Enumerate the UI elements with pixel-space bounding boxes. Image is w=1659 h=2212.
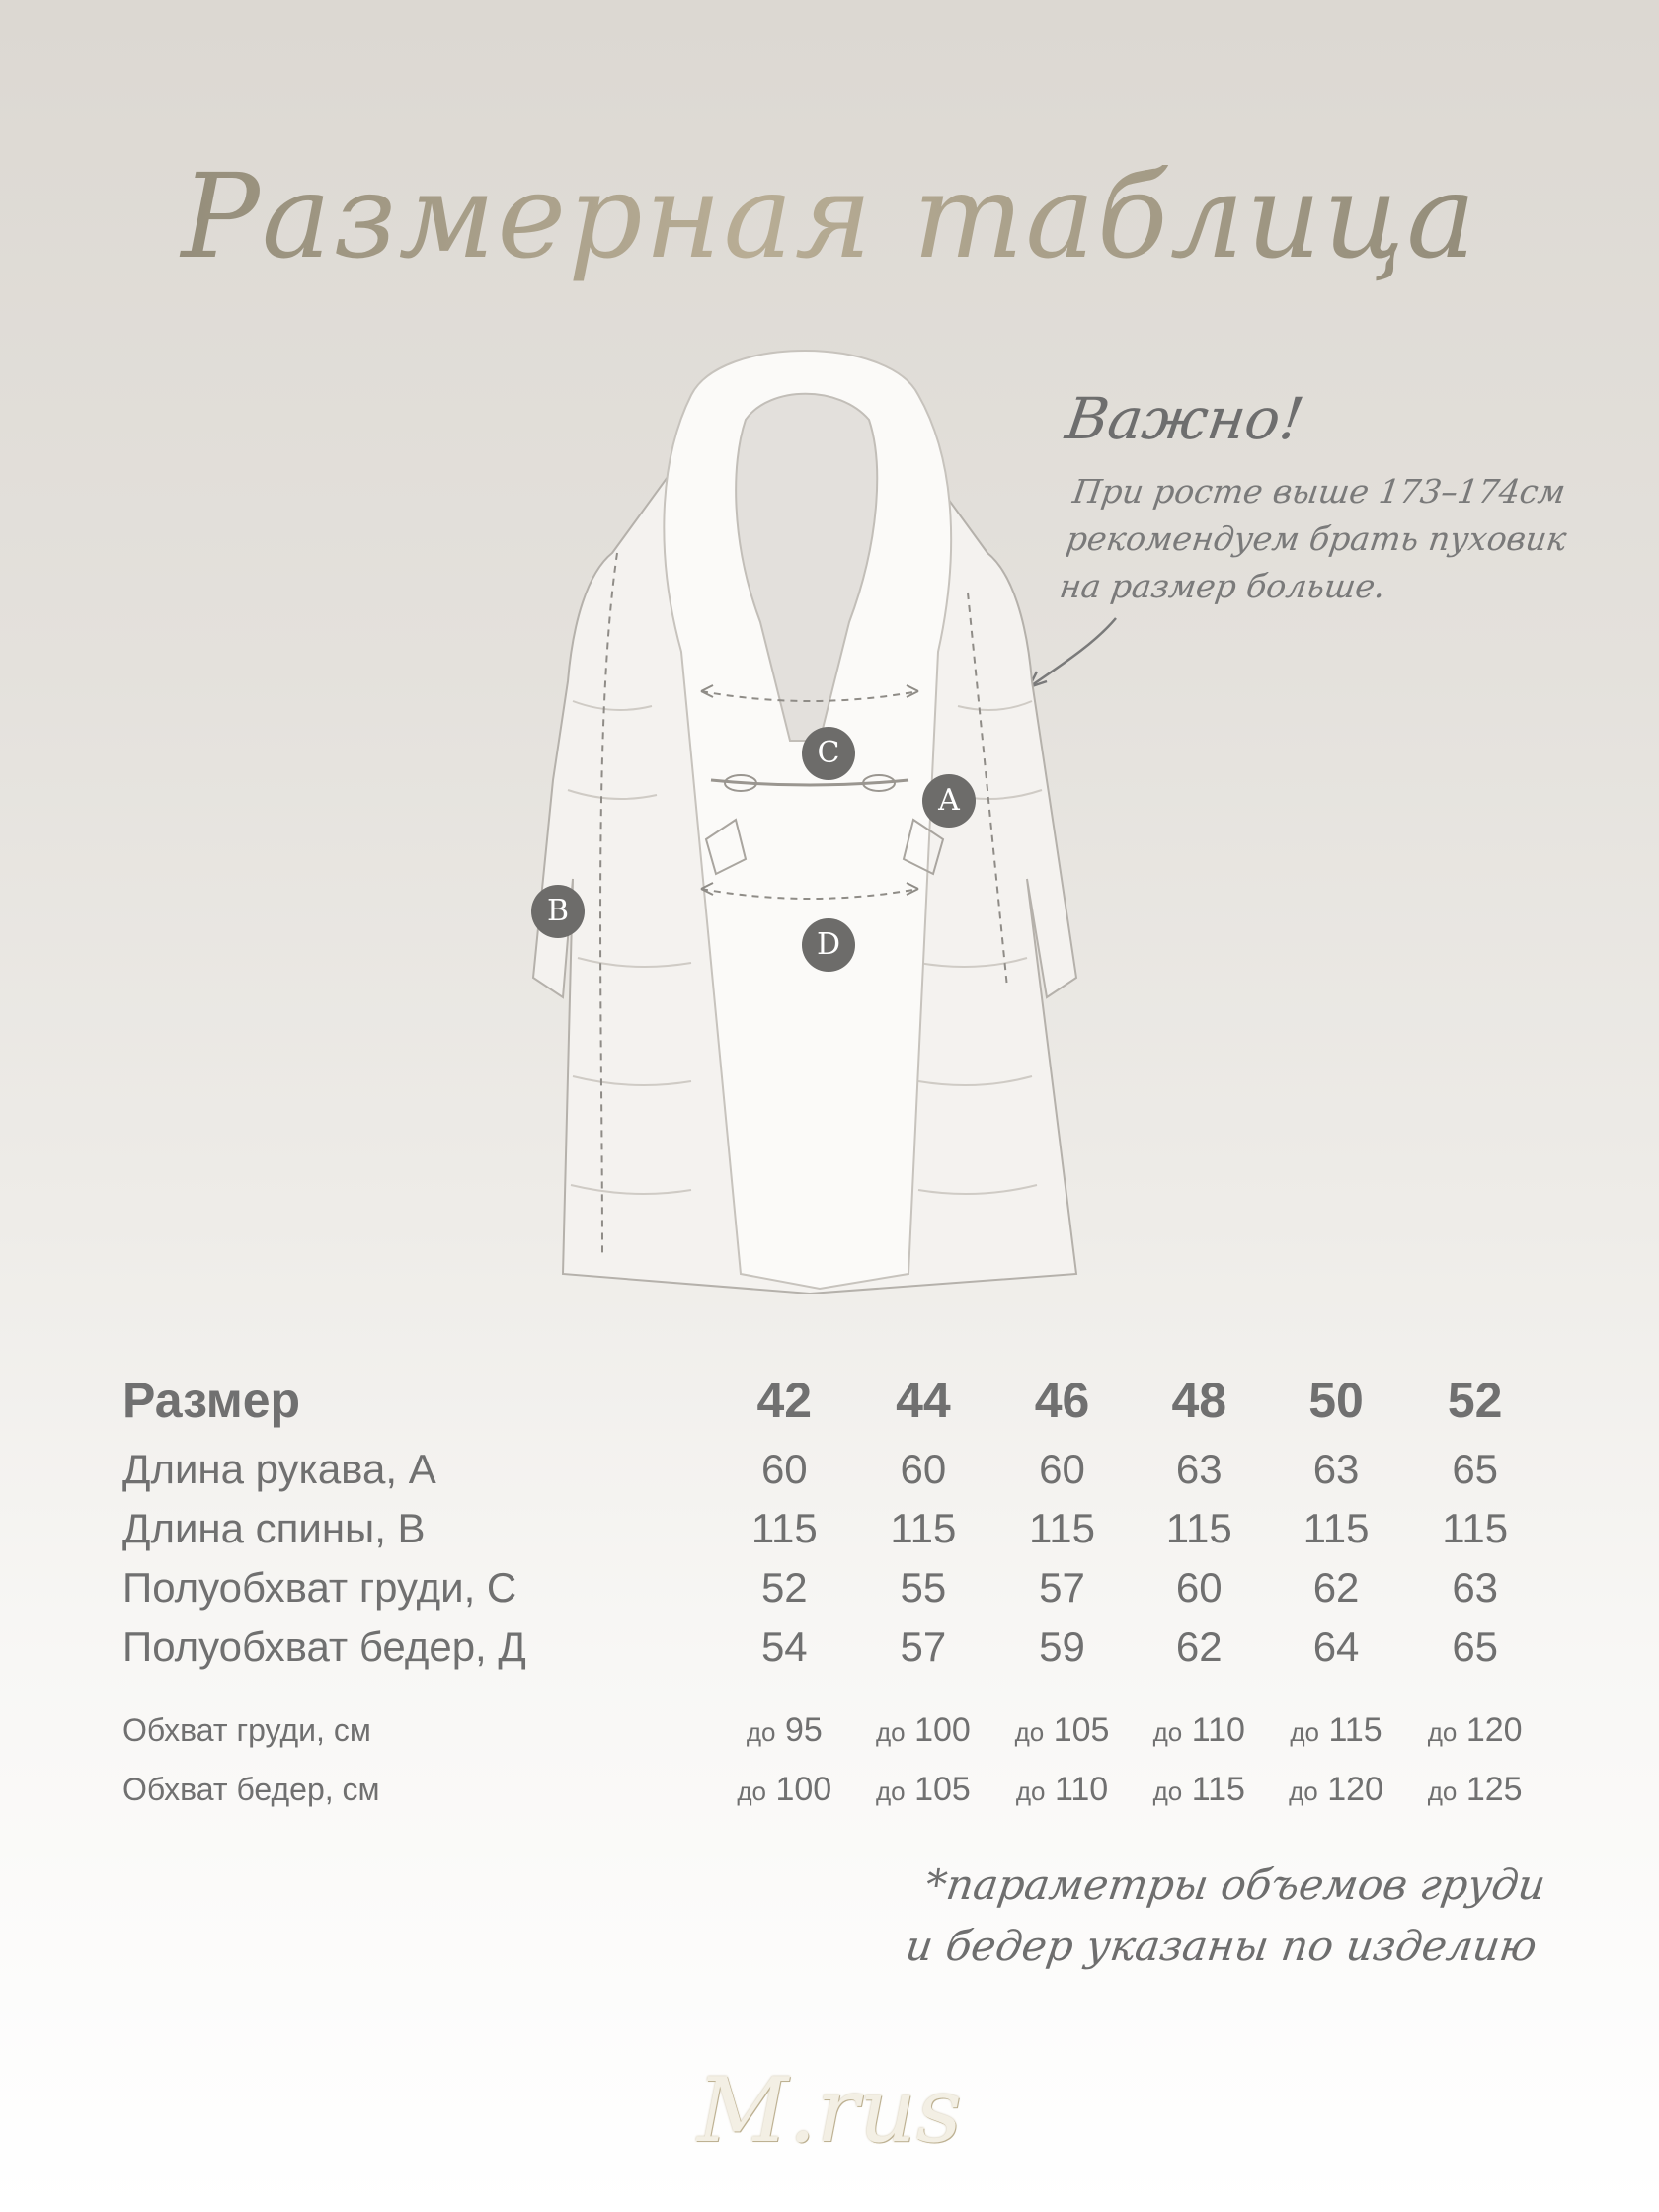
cell-value: 100 bbox=[775, 1770, 832, 1808]
table-cell bbox=[854, 1700, 993, 1760]
cell-value: 105 bbox=[1053, 1710, 1110, 1749]
size-header-label: Размер bbox=[122, 1373, 301, 1428]
cell-value: 120 bbox=[1465, 1710, 1523, 1749]
cell-value: 115 bbox=[1328, 1710, 1382, 1749]
table-cell bbox=[1267, 1760, 1406, 1819]
size-header-cell: 52 bbox=[1447, 1373, 1503, 1428]
prefix-text: до bbox=[1014, 1716, 1045, 1747]
size-table bbox=[122, 1361, 1544, 1819]
table-cell: 60 bbox=[760, 1446, 808, 1492]
table-cell: 59 bbox=[1039, 1623, 1085, 1670]
note-line: При росте выше 173–174см bbox=[1070, 472, 1568, 511]
row-label: Длина рукава, А bbox=[122, 1446, 436, 1492]
table-cell: 115 bbox=[750, 1505, 818, 1551]
marker-a: A bbox=[922, 774, 976, 828]
table-row bbox=[122, 1499, 1544, 1558]
cell-value: 120 bbox=[1327, 1770, 1383, 1808]
cell-value: 110 bbox=[1054, 1770, 1109, 1808]
table-cell: 52 bbox=[760, 1564, 808, 1611]
size-header-cell: 42 bbox=[756, 1373, 813, 1428]
table-cell: 115 bbox=[890, 1505, 957, 1551]
row-label: Полуобхват бедер, Д bbox=[122, 1623, 526, 1670]
prefix-text: до bbox=[876, 1716, 906, 1747]
cell-value: 95 bbox=[784, 1710, 823, 1749]
table-cell: 64 bbox=[1312, 1623, 1360, 1670]
page-title: Размерная таблица bbox=[0, 148, 1659, 284]
table-header-row bbox=[122, 1361, 1544, 1440]
table-cell: 115 bbox=[1029, 1505, 1095, 1551]
table-row bbox=[122, 1618, 1544, 1677]
size-header-cell: 46 bbox=[1034, 1373, 1090, 1428]
prefix-text: до bbox=[737, 1776, 767, 1806]
note-line: рекомендуем брать пуховик bbox=[1064, 519, 1569, 558]
table-cell: 54 bbox=[760, 1623, 808, 1670]
table-cell bbox=[1267, 1700, 1406, 1760]
table-cell: 62 bbox=[1312, 1564, 1360, 1611]
table-cell: 60 bbox=[1039, 1446, 1085, 1492]
marker-c: C bbox=[802, 727, 855, 780]
row-label: Длина спины, В bbox=[122, 1505, 426, 1551]
cell-value: 110 bbox=[1191, 1710, 1245, 1749]
coat-illustration bbox=[494, 326, 1165, 1294]
prefix-text: до bbox=[1290, 1716, 1320, 1747]
size-header-cell: 44 bbox=[896, 1373, 951, 1428]
row-label: Полуобхват груди, С bbox=[122, 1564, 517, 1611]
prefix-text: до bbox=[1152, 1716, 1183, 1747]
table-cell: 63 bbox=[1452, 1564, 1499, 1611]
table-cell: 63 bbox=[1312, 1446, 1360, 1492]
cell-value: 105 bbox=[914, 1770, 971, 1808]
row-label: Обхват бедер, см bbox=[122, 1771, 380, 1807]
table-cell bbox=[1132, 1760, 1267, 1819]
table-cell bbox=[1405, 1760, 1544, 1819]
prefix-text: до bbox=[1427, 1716, 1458, 1747]
table-cell: 115 bbox=[1165, 1505, 1232, 1551]
table-cell bbox=[854, 1760, 993, 1819]
prefix-text: до bbox=[876, 1776, 906, 1806]
table-row bbox=[122, 1700, 1544, 1760]
table-cell: 55 bbox=[900, 1564, 947, 1611]
table-cell: 63 bbox=[1175, 1446, 1223, 1492]
prefix-text: до bbox=[1015, 1776, 1046, 1806]
brand-logo: M.rus bbox=[697, 2059, 962, 2163]
marker-b: B bbox=[531, 885, 585, 938]
table-cell bbox=[715, 1760, 854, 1819]
footnote-line: и бедер указаны по изделию bbox=[903, 1922, 1540, 1970]
table-cell: 115 bbox=[1303, 1505, 1370, 1551]
table-cell: 57 bbox=[900, 1623, 947, 1670]
marker-d: D bbox=[802, 918, 855, 972]
table-cell bbox=[1405, 1700, 1544, 1760]
table-cell: 60 bbox=[900, 1446, 947, 1492]
prefix-text: до bbox=[1152, 1776, 1183, 1806]
table-cell: 115 bbox=[1442, 1505, 1509, 1551]
footnote-line: *параметры объемов груди bbox=[922, 1860, 1548, 1909]
note-line: на размер больше. bbox=[1057, 567, 1388, 605]
table-cell: 62 bbox=[1175, 1623, 1223, 1670]
cell-value: 125 bbox=[1465, 1770, 1523, 1808]
table-cell bbox=[1132, 1700, 1267, 1760]
size-header-cell: 48 bbox=[1171, 1373, 1227, 1428]
table-spacer bbox=[122, 1677, 1544, 1700]
footnote bbox=[902, 1855, 1549, 1977]
prefix-text: до bbox=[1289, 1776, 1318, 1806]
table-row bbox=[122, 1558, 1544, 1618]
table-cell: 60 bbox=[1175, 1564, 1223, 1611]
table-cell bbox=[992, 1700, 1132, 1760]
prefix-text: до bbox=[746, 1716, 776, 1747]
table-cell bbox=[715, 1700, 854, 1760]
cell-value: 100 bbox=[914, 1710, 971, 1749]
cell-value: 115 bbox=[1191, 1770, 1245, 1808]
row-label: Обхват груди, см bbox=[122, 1711, 371, 1748]
table-cell: 65 bbox=[1452, 1623, 1499, 1670]
prefix-text: до bbox=[1427, 1776, 1458, 1806]
note-title: Важно! bbox=[1062, 385, 1308, 452]
table-row bbox=[122, 1760, 1544, 1819]
table-cell bbox=[992, 1760, 1132, 1819]
table-cell: 57 bbox=[1039, 1564, 1085, 1611]
table-cell: 65 bbox=[1452, 1446, 1499, 1492]
size-header-cell: 50 bbox=[1308, 1373, 1364, 1428]
table-row bbox=[122, 1440, 1544, 1499]
